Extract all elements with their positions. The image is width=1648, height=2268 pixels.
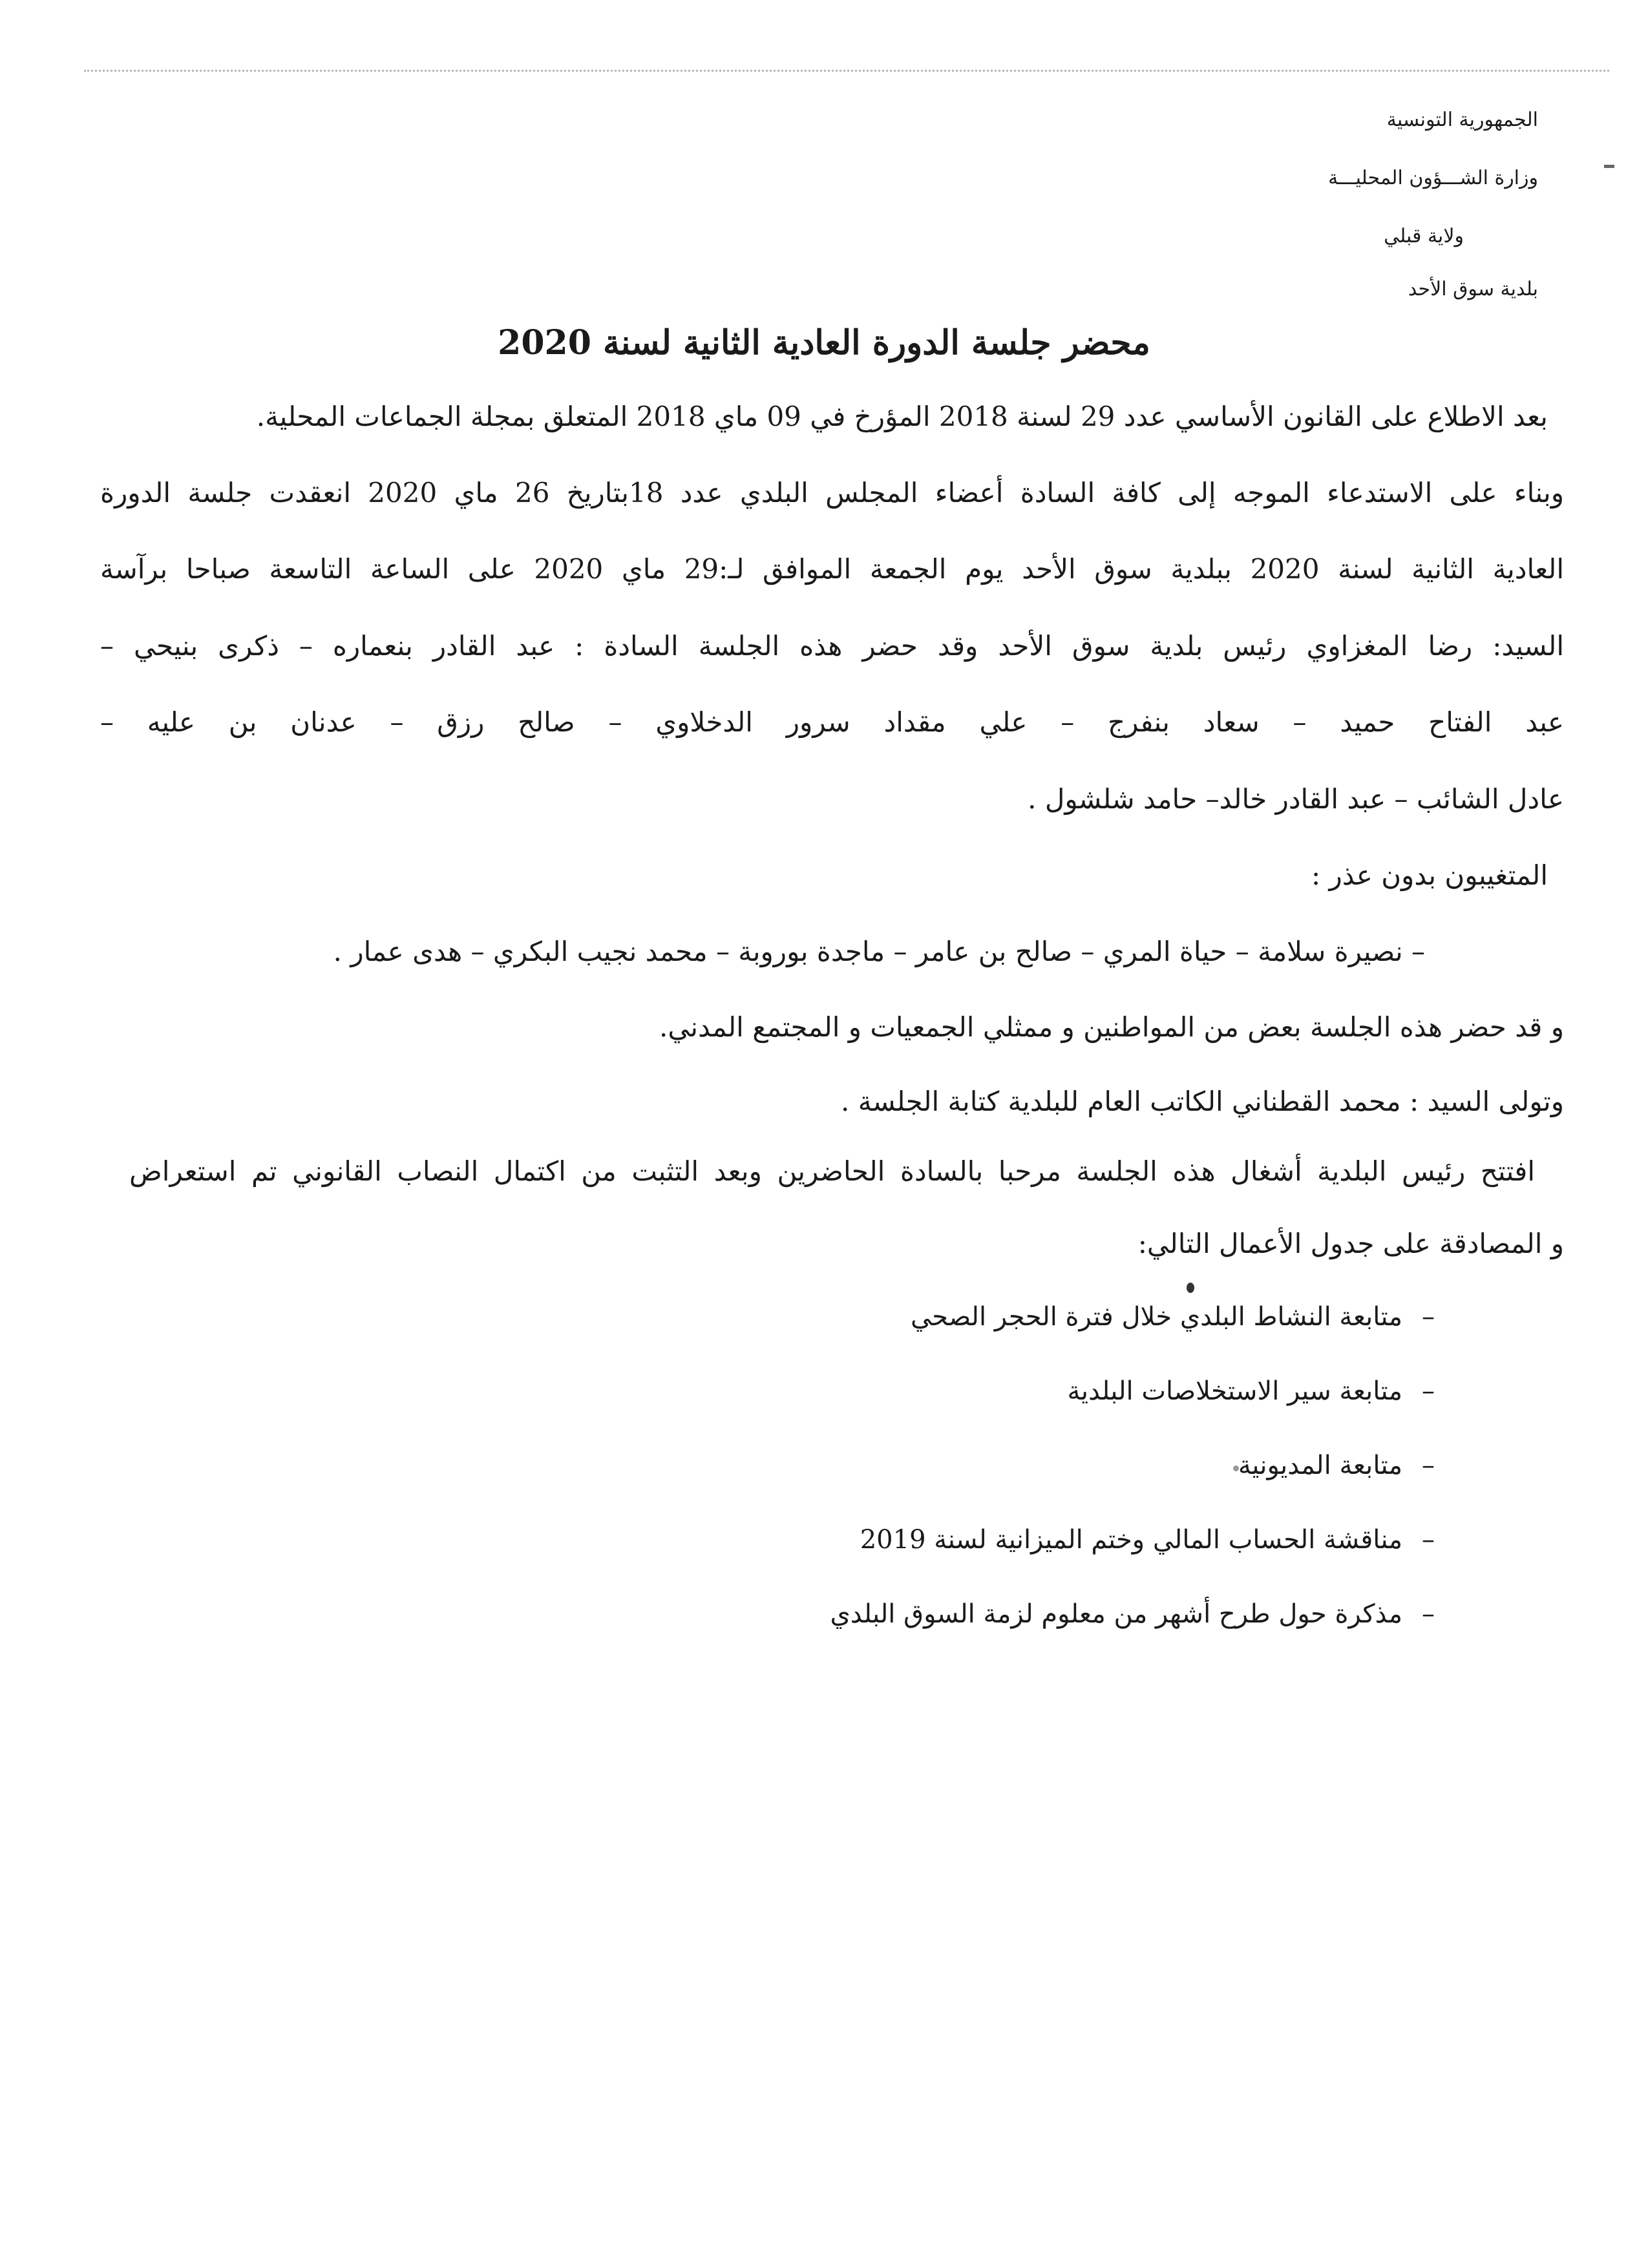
agenda-item	[911, 1302, 1454, 1332]
agenda-intro: و المصادقة على جدول الأعمال التالي:	[1137, 1228, 1564, 1259]
agenda-item-text: متابعة المديونية	[1238, 1451, 1402, 1480]
agenda-bullet: –	[1422, 1376, 1435, 1406]
agenda-bullet: –	[1422, 1599, 1435, 1629]
document-title: محضر جلسة الدورة العادية الثانية لسنة 2020	[498, 323, 1150, 362]
scan-mark	[1604, 165, 1614, 168]
agenda-item	[830, 1599, 1454, 1629]
header-ministry: وزارة الشـــؤون المحليـــة	[1328, 167, 1538, 189]
agenda-item-text: متابعة النشاط البلدي خلال فترة الحجر الصحي	[910, 1302, 1402, 1332]
body-line-3: العادية الثانية لسنة 2020 ببلدية سوق الأحد يوم الجمعة الموافق لـ:29 ماي 2020 على الساعة التاسعة صباحا برآسة	[100, 553, 1564, 585]
body-line-6: عادل الشائب – عبد القادر خالد– حامد شلشول .	[1028, 783, 1564, 815]
public-attendance: و قد حضر هذه الجلسة بعض من المواطنين و ممثلي الجمعيات و المجتمع المدني.	[659, 1011, 1564, 1043]
body-line-2: وبناء على الاستدعاء الموجه إلى كافة السادة أعضاء المجلس البلدي عدد 18بتاريخ 26 ماي 2020 انعقدت جلسة الدورة	[100, 477, 1565, 509]
header-municipality: بلدية سوق الأحد	[1408, 278, 1538, 300]
agenda-bullet: –	[1422, 1525, 1435, 1555]
body-line-5: عبد الفتاح حميد – سعاد بنفرج – علي مقداد سرور الدخلاوي – صالح رزق – عدنان بن عليه –	[100, 706, 1564, 738]
agenda-item-text: مذكرة حول طرح أشهر من معلوم لزمة السوق البلدي	[830, 1599, 1402, 1629]
body-line-4: السيد: رضا المغزاوي رئيس بلدية سوق الأحد وقد حضر هذه الجلسة السادة : عبد القادر بنعماره – ذكرى بنيحي –	[100, 630, 1564, 662]
agenda-item-text: متابعة سير الاستخلاصات البلدية	[1067, 1376, 1402, 1406]
opening-line: افتتح رئيس البلدية أشغال هذه الجلسة مرحبا بالسادة الحاضرين وبعد التثبت من اكتمال النصاب القانوني تم استعراض	[129, 1155, 1535, 1187]
agenda-bullet: –	[1422, 1302, 1435, 1332]
agenda-item-text: مناقشة الحساب المالي وختم الميزانية لسنة 2019	[860, 1525, 1402, 1555]
agenda-item	[1238, 1451, 1454, 1480]
header-republic: الجمهورية التونسية	[1386, 109, 1538, 131]
header-governorate: ولاية قبلي	[1384, 225, 1464, 247]
secretary-line: وتولى السيد : محمد القطناني الكاتب العام للبلدية كتابة الجلسة .	[841, 1086, 1564, 1117]
scan-speck	[1187, 1283, 1194, 1293]
absent-list: – نصيرة سلامة – حياة المري – صالح بن عامر – ماجدة بوروبة – محمد نجيب البكري – هدى عمار .	[333, 936, 1425, 967]
top-dotted-rule	[84, 70, 1609, 72]
agenda-item	[1067, 1376, 1454, 1406]
agenda-item	[860, 1525, 1454, 1555]
agenda-bullet: –	[1422, 1451, 1435, 1480]
absent-heading: المتغيبون بدون عذر :	[1311, 859, 1548, 891]
body-line-1: بعد الاطلاع على القانون الأساسي عدد 29 لسنة 2018 المؤرخ في 09 ماي 2018 المتعلق بمجلة الجماعات المحلية.	[256, 401, 1548, 432]
